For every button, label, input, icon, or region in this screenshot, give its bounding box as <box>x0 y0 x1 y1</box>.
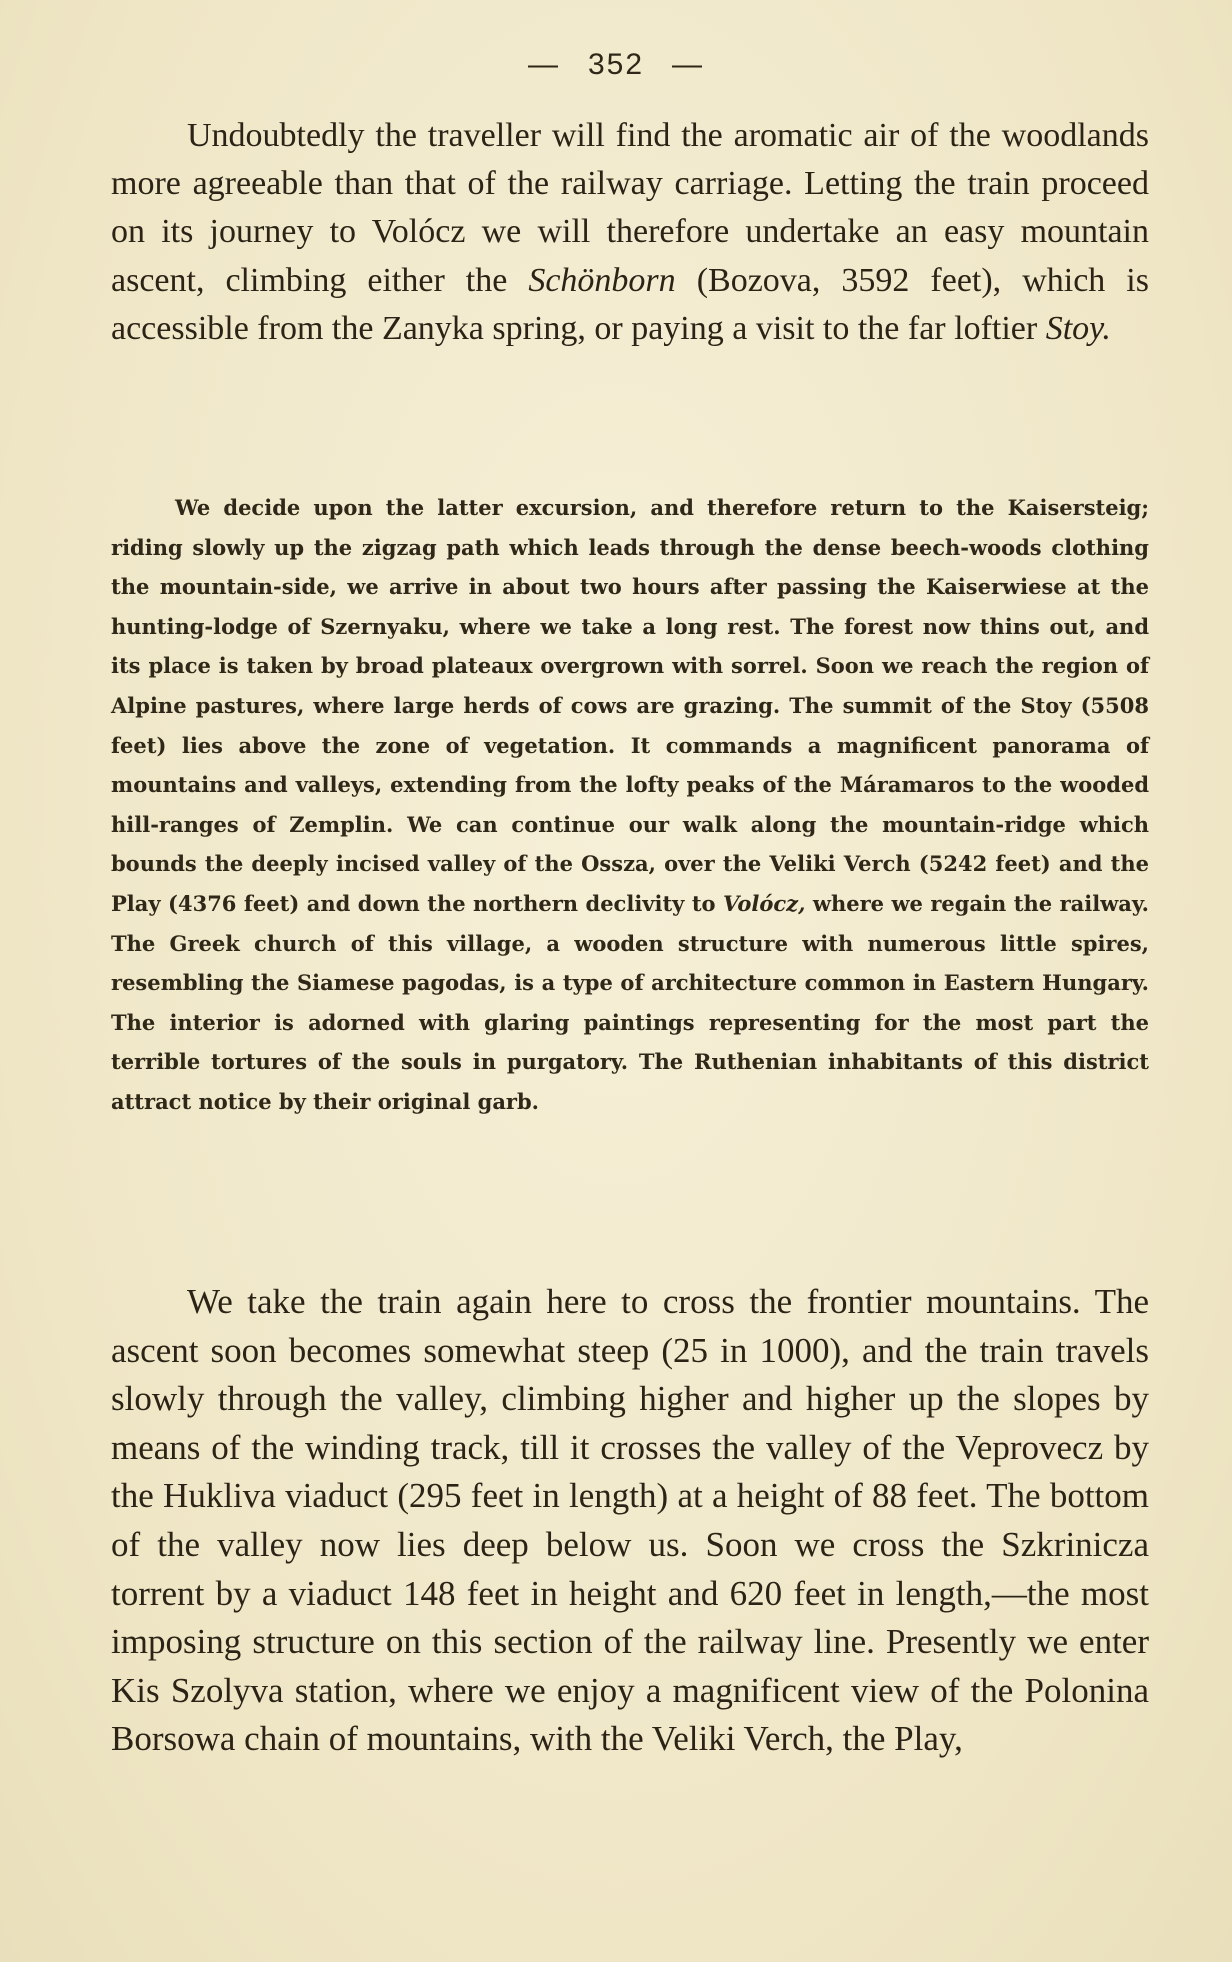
intro-italic-stoy: Stoy. <box>1045 309 1111 347</box>
small-text-2: where we regain the railway. The Greek church of this village, a wooden structure with numerous little spires, resembling the Siamese pagodas, is a type of architecture common in Eastern Hungary. The interior is adorned with glaring paintings representing for the most part the terrible tortures of the souls in purgatory. The Ruthenian inhabitants of this district attract notice by their original garb. <box>111 890 1149 1114</box>
intro-paragraph <box>111 112 1149 353</box>
dash-left: — <box>527 48 560 81</box>
main-paragraph <box>111 1278 1149 1764</box>
page-number-header <box>0 48 1232 82</box>
main-text: We take the train again here to cross the frontier mountains. The ascent soon becomes somewhat steep (25 in 1000), and the train travels slowly through the valley, climbing higher and higher up the slopes by means of the winding track, till it crosses the valley of the Veprovecz by the Hukliva viaduct (295 feet in length) at a height of 88 feet. The bottom of the valley now lies deep below us. Soon we cross the Szkrinicza torrent by a viaduct 148 feet in height and 620 feet in length,—the most imposing structure on this section of the railway line. Presently we enter Kis Szolyva station, where we enjoy a magnificent view of the Polonina Borsowa chain of mountains, with the Veliki Verch, the Play, <box>111 1282 1149 1759</box>
page-number: 352 <box>587 48 645 81</box>
intro-text-1: Undoubtedly the traveller will find the aromatic air of the woodlands more agreeable than that of the railway carriage. Letting the train proceed on its journey to Volócz we will therefore undertake an easy mountain ascent, climbing either the <box>111 117 1149 299</box>
intro-text-2: (Bozova, 3592 feet), which is accessible from the Zanyka spring, or paying a visit to the far loftier <box>111 261 1149 347</box>
small-print-paragraph <box>111 488 1149 1122</box>
dash-right: — <box>672 48 705 81</box>
small-text-1: We decide upon the latter excursion, and therefore return to the Kaisersteig; riding slowly up the zigzag path which leads through the dense beech-woods clothing the mountain-side, we arrive in about two hours after passing the Kaiserwiese at the hunting-lodge of Szernyaku, where we take a long rest. The forest now thins out, and its place is taken by broad plateaux overgrown with sorrel. Soon we reach the region of Alpine pastures, where large herds of cows are grazing. The summit of the Stoy (5508 feet) lies above the zone of vegetation. It commands a magnificent panorama of mountains and valleys, extending from the lofty peaks of the Máramaros to the wooded hill-ranges of Zemplin. We can continue our walk along the mountain-ridge which bounds the deeply incised valley of the Ossza, over the Veliki Verch (5242 feet) and the Play (4376 feet) and down the northern declivity to <box>111 495 1149 916</box>
small-italic-volocz: Volócz, <box>723 890 806 916</box>
intro-italic-schonborn: Schönborn <box>528 261 676 299</box>
